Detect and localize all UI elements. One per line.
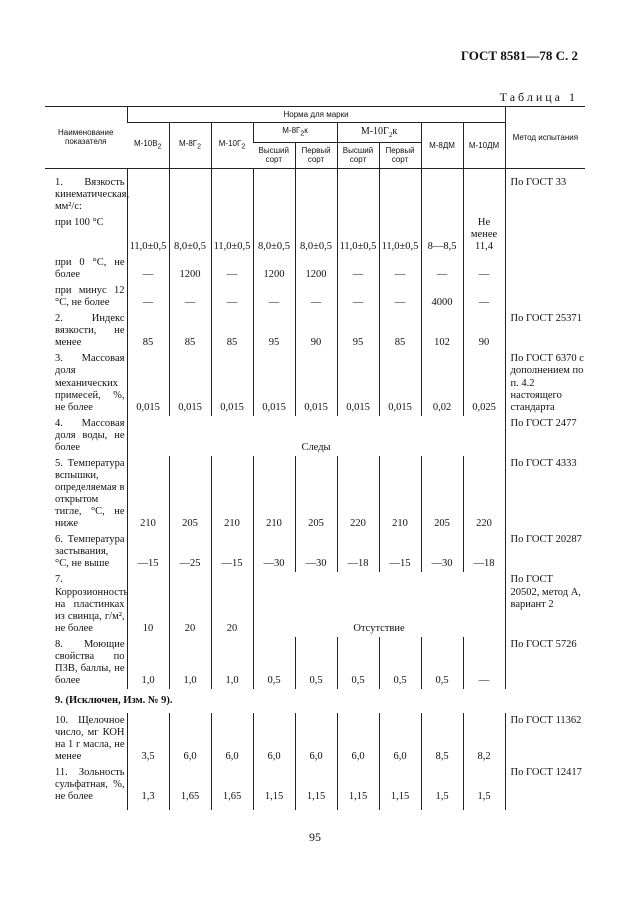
cell-value: 20 [169, 572, 211, 636]
row-indicator: 3. Массовая доля механических примесей, %, не более [55, 353, 125, 413]
cell-value: 3,5 [127, 713, 169, 765]
cell-value: 205 [295, 456, 337, 532]
cell-value: 4000 [421, 283, 463, 311]
row-indicator: 2. Индекс вязкости, не менее [55, 313, 125, 349]
col-norm: Норма для марки [127, 107, 505, 123]
row-method: По ГОСТ 20502, метод А, вариант 2 [505, 572, 585, 636]
col-m8dm: М-8ДМ [421, 123, 463, 168]
cell-value: 0,015 [379, 351, 421, 415]
row-method: По ГОСТ 4333 [505, 456, 585, 532]
page-header: ГОСТ 8581—78 С. 2 [460, 48, 578, 63]
cell-value: — [169, 283, 211, 311]
row-indicator: 8. Моющие свойства по ПЗВ, баллы, не более [55, 638, 125, 686]
merged-value: Следы [127, 416, 505, 456]
cell-value: 0,015 [211, 351, 253, 415]
cell-value: —30 [295, 532, 337, 572]
excluded-note: 9. (Исключен, Изм. № 9). [55, 695, 173, 707]
cell-value: 0,025 [463, 351, 505, 415]
cell-value: — [211, 283, 253, 311]
col-grade-high: Высший сорт [337, 143, 379, 168]
table-head [45, 107, 585, 169]
cell-value: — [295, 283, 337, 311]
cell-value: — [463, 637, 505, 689]
cell-value [421, 168, 463, 215]
cell-value: 205 [169, 456, 211, 532]
cell-value: 210 [379, 456, 421, 532]
cell-value: 6,0 [379, 713, 421, 765]
cell-value [169, 168, 211, 215]
cell-value: —30 [421, 532, 463, 572]
cell-value: 0,5 [337, 637, 379, 689]
cell-value: — [337, 255, 379, 283]
table-body [45, 168, 585, 809]
cell-value: 8,0±0,5 [169, 215, 211, 255]
table-row [45, 713, 585, 765]
cell-value: 8—8,5 [421, 215, 463, 255]
cell-value: — [379, 255, 421, 283]
page-number: 95 [309, 830, 321, 844]
cell-value: 1,15 [337, 765, 379, 809]
col-m10dm: М-10ДМ [463, 123, 505, 168]
cell-value: 1,3 [127, 765, 169, 809]
cell-value: 11,0±0,5 [211, 215, 253, 255]
cell-value: 102 [421, 311, 463, 351]
cell-value: —15 [211, 532, 253, 572]
cell-value: — [253, 283, 295, 311]
cell-value: 1,65 [169, 765, 211, 809]
table-row [45, 351, 585, 415]
table-row [45, 637, 585, 689]
cell-value [379, 168, 421, 215]
cell-value: —15 [379, 532, 421, 572]
cell-value [253, 168, 295, 215]
cell-value: 85 [127, 311, 169, 351]
row-method [505, 283, 585, 311]
cell-value: — [379, 283, 421, 311]
cell-value: 0,5 [379, 637, 421, 689]
col-m10g2: $М-10Г_2$ [211, 123, 253, 168]
row-indicator: при 100 °С [55, 216, 104, 228]
cell-value [127, 168, 169, 215]
cell-value: 1200 [253, 255, 295, 283]
cell-value: 1,0 [169, 637, 211, 689]
table-row [45, 311, 585, 351]
row-indicator: 1. Вязкость кинематическая, мм²/с: [55, 176, 130, 212]
cell-value: 0,5 [421, 637, 463, 689]
cell-value: — [463, 255, 505, 283]
row-indicator: 11. Зольность сульфатная, %, не более [55, 767, 125, 803]
cell-value: Не менее 11,4 [463, 215, 505, 255]
cell-value: 210 [211, 456, 253, 532]
row-method: По ГОСТ 6370 с дополнением по п. 4.2 настоящего стандарта [505, 351, 585, 415]
cell-value: 1,65 [211, 765, 253, 809]
cell-value: —30 [253, 532, 295, 572]
cell-value: 85 [169, 311, 211, 351]
cell-value: 1200 [295, 255, 337, 283]
cell-value: 11,0±0,5 [379, 215, 421, 255]
table-row [45, 689, 585, 713]
cell-value: 0,015 [295, 351, 337, 415]
row-indicator: при 0 °С, не более [55, 256, 125, 281]
cell-value: 0,02 [421, 351, 463, 415]
table-row [45, 416, 585, 456]
cell-value [211, 168, 253, 215]
col-m10g2k: $М-10Г_2к$ [337, 123, 421, 143]
cell-value: 10 [127, 572, 169, 636]
table-row [45, 456, 585, 532]
row-method: По ГОСТ 25371 [505, 311, 585, 351]
cell-value: 6,0 [295, 713, 337, 765]
cell-value: —25 [169, 532, 211, 572]
cell-value [337, 168, 379, 215]
cell-value: 1,0 [211, 637, 253, 689]
cell-value: 210 [127, 456, 169, 532]
cell-value: 8,5 [421, 713, 463, 765]
cell-value: 95 [337, 311, 379, 351]
cell-value: 6,0 [337, 713, 379, 765]
row-indicator: 4. Массовая доля воды, не более [55, 417, 125, 453]
col-m10v2: $М-10В_2$ [127, 123, 169, 168]
cell-value: 0,015 [253, 351, 295, 415]
row-method: По ГОСТ 12417 [505, 765, 585, 809]
cell-value: 220 [463, 456, 505, 532]
row-indicator: 10. Щелочное число, мг КОН на 1 г масла, не менее [55, 715, 125, 763]
cell-value: 8,2 [463, 713, 505, 765]
table-row [45, 168, 585, 215]
cell-value: — [211, 255, 253, 283]
cell-value: 20 [211, 572, 253, 636]
spec-table-wrapper [45, 106, 585, 810]
cell-value: 0,5 [295, 637, 337, 689]
cell-value: — [127, 255, 169, 283]
table-row [45, 572, 585, 636]
cell-value: 90 [463, 311, 505, 351]
cell-value: — [127, 283, 169, 311]
table-row [45, 765, 585, 809]
cell-value: — [337, 283, 379, 311]
cell-value: 8,0±0,5 [295, 215, 337, 255]
row-method: По ГОСТ 11362 [505, 713, 585, 765]
cell-value: 85 [379, 311, 421, 351]
cell-value: —18 [463, 532, 505, 572]
cell-value: 0,5 [253, 637, 295, 689]
cell-value: 1,0 [127, 637, 169, 689]
cell-value: 1,5 [463, 765, 505, 809]
row-indicator: 7. Коррозионность на пластинках из свинца, г/м², не более [55, 574, 129, 634]
cell-value [295, 168, 337, 215]
cell-value: 11,0±0,5 [127, 215, 169, 255]
row-indicator: при минус 12 °С, не более [55, 285, 125, 309]
row-indicator: 6. Температура застывания, °С, не выше [55, 534, 125, 570]
row-method [505, 215, 585, 255]
row-method: По ГОСТ 33 [505, 168, 585, 215]
table-row [45, 532, 585, 572]
cell-value: 0,015 [169, 351, 211, 415]
col-method: Метод испытания [505, 107, 585, 169]
col-m8g2k: $М-8Г_2к$ [253, 123, 337, 143]
col-grade-first: Первый сорт [295, 143, 337, 168]
table-row [45, 215, 585, 255]
cell-value: 0,015 [337, 351, 379, 415]
spec-table [45, 106, 585, 810]
col-indicator: Наименование показателя [45, 107, 127, 169]
cell-value: 1,5 [421, 765, 463, 809]
row-method: По ГОСТ 20287 [505, 532, 585, 572]
table-row [45, 283, 585, 311]
cell-value: 6,0 [211, 713, 253, 765]
row-method: По ГОСТ 2477 [505, 416, 585, 456]
cell-value: 11,0±0,5 [337, 215, 379, 255]
cell-value: — [463, 283, 505, 311]
cell-value: 1,15 [379, 765, 421, 809]
col-grade-first: Первый сорт [379, 143, 421, 168]
cell-value: 6,0 [169, 713, 211, 765]
row-method [505, 255, 585, 283]
row-indicator: 5. Температура вспышки, определяемая в открытом тигле, °С, не ниже [55, 457, 125, 530]
row-method: По ГОСТ 5726 [505, 637, 585, 689]
cell-value: 85 [211, 311, 253, 351]
cell-value: 1,15 [253, 765, 295, 809]
cell-value: 220 [337, 456, 379, 532]
merged-value: Отсутствие [253, 572, 505, 636]
cell-value: — [421, 255, 463, 283]
cell-value: 8,0±0,5 [253, 215, 295, 255]
cell-value: 6,0 [253, 713, 295, 765]
table-row [45, 255, 585, 283]
cell-value: 205 [421, 456, 463, 532]
cell-value: —15 [127, 532, 169, 572]
cell-value: 1200 [169, 255, 211, 283]
cell-value: —18 [337, 532, 379, 572]
cell-value: 210 [253, 456, 295, 532]
cell-value: 0,015 [127, 351, 169, 415]
col-m8g2: $М-8Г_2$ [169, 123, 211, 168]
cell-value: 1,15 [295, 765, 337, 809]
table-caption: Таблица 1 [499, 90, 578, 104]
cell-value [463, 168, 505, 215]
cell-value: 95 [253, 311, 295, 351]
col-grade-high: Высший сорт [253, 143, 295, 168]
cell-value: 90 [295, 311, 337, 351]
